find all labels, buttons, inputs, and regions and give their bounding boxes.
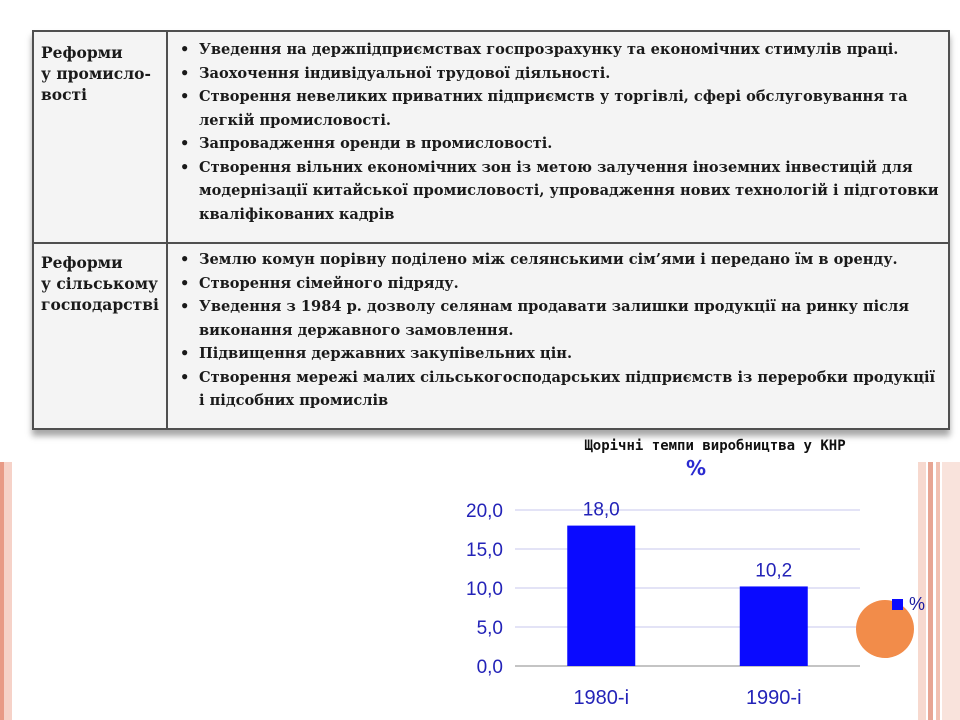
legend-swatch xyxy=(892,599,903,610)
list-item: • Уведення з 1984 р. дозволу селянам продавати залишки продукції на ринку після виконання державного замовлення. xyxy=(174,295,944,342)
right-decoration-stripe xyxy=(928,462,933,720)
x-tick-label: 1990-і xyxy=(745,687,802,709)
chart-title: Щорічні темпи виробництва у КНР xyxy=(584,438,846,454)
y-tick-label: 15,0 xyxy=(466,540,503,561)
orange-circle-decoration xyxy=(856,600,914,658)
row-label-agriculture: Реформи у сільському господарстві xyxy=(41,253,159,314)
bar xyxy=(567,526,635,666)
left-decoration-stripe xyxy=(0,462,12,720)
right-decoration-stripe xyxy=(936,462,940,720)
data-label: 18,0 xyxy=(582,499,620,521)
column-divider xyxy=(166,242,168,428)
y-tick-label: 0,0 xyxy=(476,657,503,678)
right-decoration-stripe xyxy=(942,462,960,720)
bar xyxy=(740,586,808,666)
agriculture-reform-list xyxy=(174,248,944,413)
industry-reform-list xyxy=(174,38,944,226)
y-tick-label: 5,0 xyxy=(476,618,503,639)
table-row-industry xyxy=(34,32,948,244)
y-tick-label: 10,0 xyxy=(466,579,503,600)
list-item: • Підвищення державних закупівельних цін. xyxy=(174,342,944,366)
list-item: • Створення мережі малих сільськогосподарських підприємств із переробки продукції і підсобних промислів xyxy=(174,366,944,413)
list-item: • Запровадження оренди в промисловості. xyxy=(174,132,944,156)
list-item: • Землю комун порівну поділено між селянськими сім’ями і передано їм в оренду. xyxy=(174,248,944,272)
y-tick-label: 20,0 xyxy=(466,501,503,522)
x-tick-label: 1980-і xyxy=(573,687,630,709)
list-item: • Уведення на держпідприємствах госпрозрахунку та економічних стимулів праці. xyxy=(174,38,944,62)
list-item: • Створення сімейного підряду. xyxy=(174,272,944,296)
table-row-agriculture xyxy=(34,242,948,428)
bar-chart xyxy=(440,480,880,720)
list-item: • Створення вільних економічних зон із метою залучення іноземних інвестицій для модернізації китайської промисловості, упровадження нових технологій і підготовки кваліфікованих кадрів xyxy=(174,156,944,227)
legend-label: % xyxy=(909,594,926,614)
chart-unit-label: % xyxy=(685,456,707,480)
data-label: 10,2 xyxy=(755,560,793,582)
reforms-table xyxy=(32,30,950,430)
list-item: • Створення невеликих приватних підприємств у торгівлі, сфері обслуговування та легкій промисловості. xyxy=(174,85,944,132)
right-decoration-stripe xyxy=(918,462,926,720)
row-label-industry: Реформи у промисло- вості xyxy=(41,43,151,104)
column-divider xyxy=(166,32,168,242)
list-item: • Заохочення індивідуальної трудової діяльності. xyxy=(174,62,944,86)
